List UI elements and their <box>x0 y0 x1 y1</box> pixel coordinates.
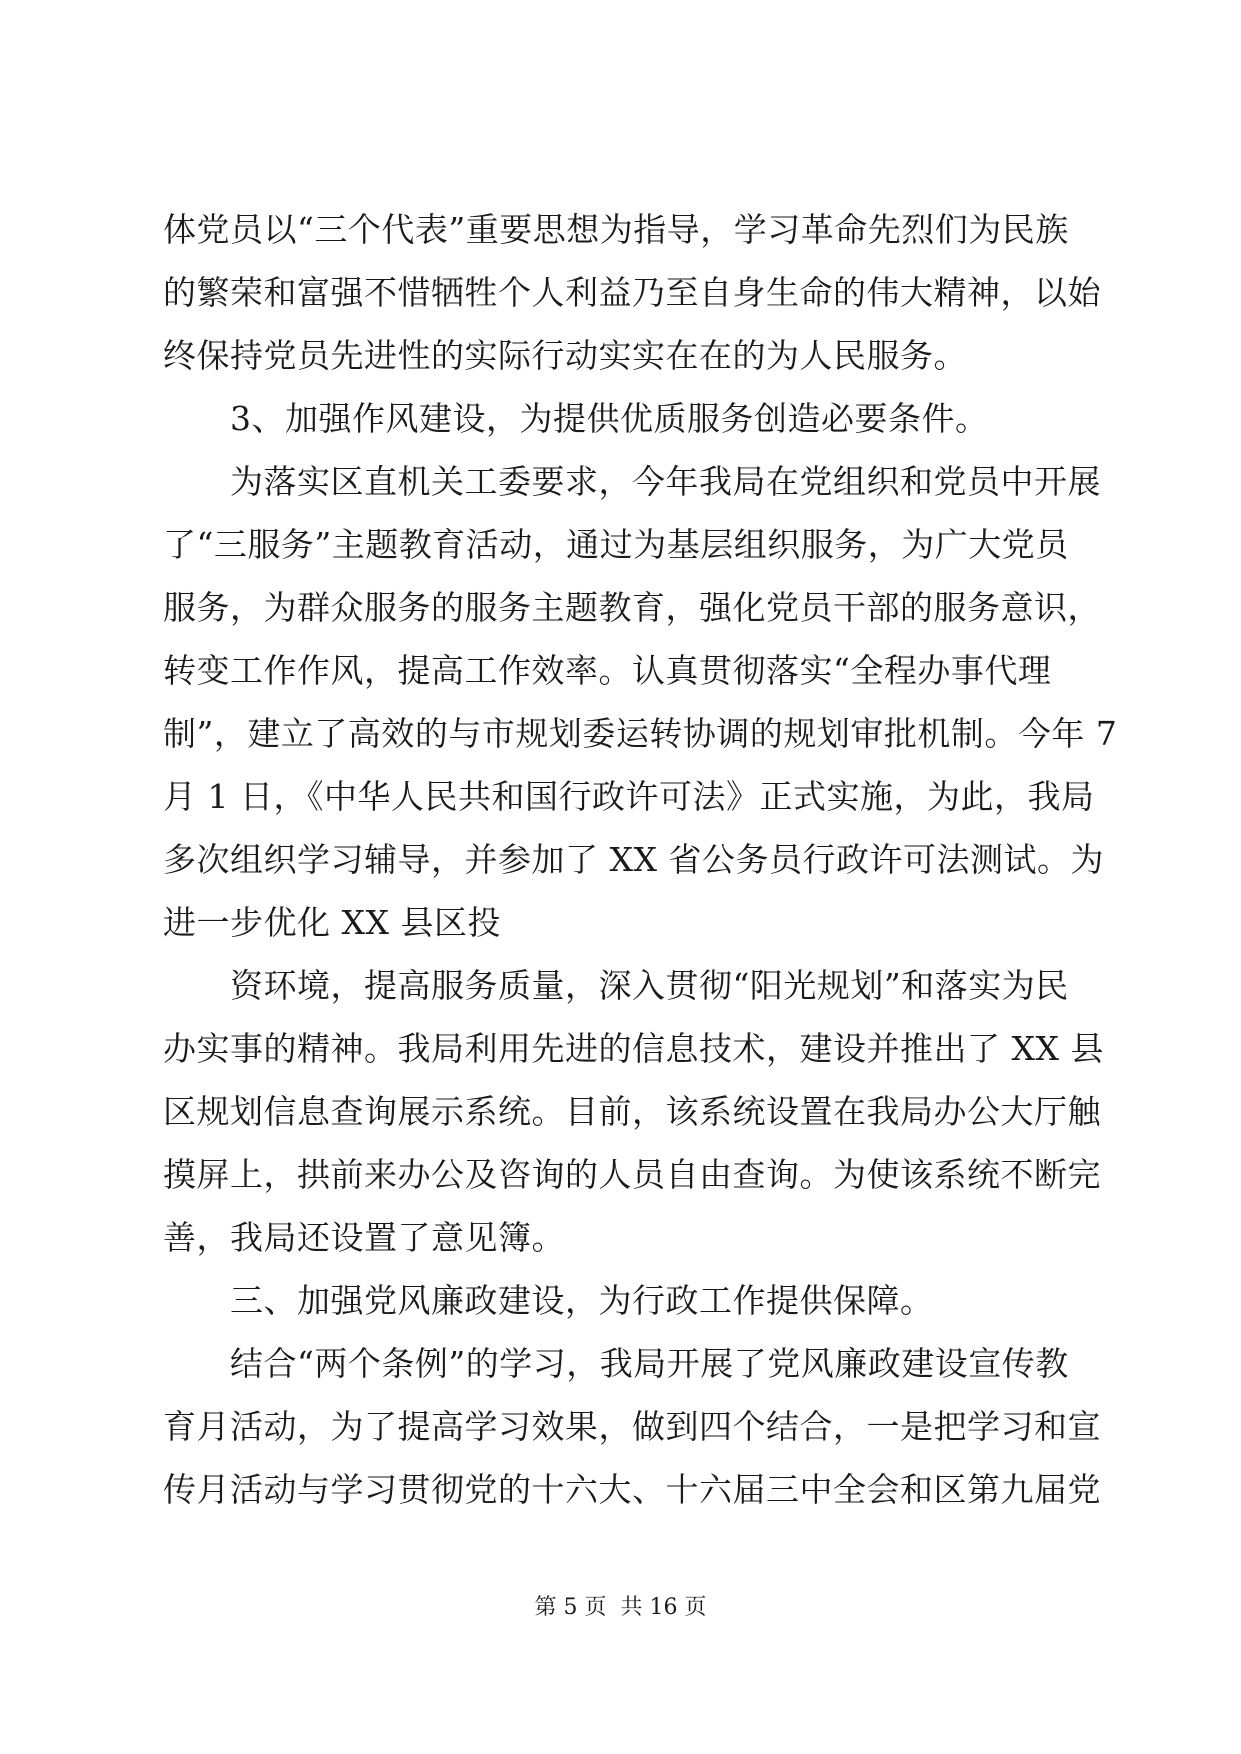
text-line: 区规划信息查询展示系统。目前，该系统设置在我局办公大厅触 <box>163 1092 1101 1131</box>
text-line: 服务，为群众服务的服务主题教育，强化党员干部的服务意识， <box>163 588 1101 627</box>
text-line: 办实事的精神。我局利用先进的信息技术，建设并推出了 XX 县 <box>163 1029 1104 1068</box>
text-line: 善，我局还设置了意见簿。 <box>163 1218 565 1257</box>
text-line: 结合“两个条例”的学习，我局开展了党风廉政建设宣传教 <box>230 1344 1069 1383</box>
text-line: 的繁荣和富强不惜牺牲个人利益乃至自身生命的伟大精神，以始 <box>163 273 1101 312</box>
text-line: 育月活动，为了提高学习效果，做到四个结合，一是把学习和宣 <box>163 1407 1101 1446</box>
text-line: 资环境，提高服务质量，深入贯彻“阳光规划”和落实为民 <box>230 966 1069 1005</box>
section-heading: 3、加强作风建设，为提供优质服务创造必要条件。 <box>230 399 989 438</box>
text-line: 进一步优化 XX 县区投 <box>163 903 501 942</box>
text-line: 多次组织学习辅导，并参加了 XX 省公务员行政许可法测试。为 <box>163 840 1104 879</box>
text-line: 了“三服务”主题教育活动，通过为基层组织服务，为广大党员 <box>163 525 1069 564</box>
text-line: 为落实区直机关工委要求，今年我局在党组织和党员中开展 <box>230 462 1101 501</box>
text-line: 终保持党员先进性的实际行动实实在在的为人民服务。 <box>163 336 967 375</box>
text-line: 制”，建立了高效的与市规划委运转协调的规划审批机制。今年 7 <box>163 714 1118 753</box>
text-line: 转变工作作风，提高工作效率。认真贯彻落实“全程办事代理 <box>163 651 1052 690</box>
section-heading: 三、加强党风廉政建设，为行政工作提供保障。 <box>230 1281 934 1320</box>
text-line: 传月活动与学习贯彻党的十六大、十六届三中全会和区第九届党 <box>163 1470 1101 1509</box>
text-line: 体党员以“三个代表”重要思想为指导，学习革命先烈们为民族 <box>163 210 1069 249</box>
text-line: 摸屏上，拱前来办公及咨询的人员自由查询。为使该系统不断完 <box>163 1155 1101 1194</box>
page-number-footer: 第 5 页 共 16 页 <box>534 1595 707 1620</box>
text-line: 月 1 日，《中华人民共和国行政许可法》正式实施，为此，我局 <box>163 777 1095 816</box>
